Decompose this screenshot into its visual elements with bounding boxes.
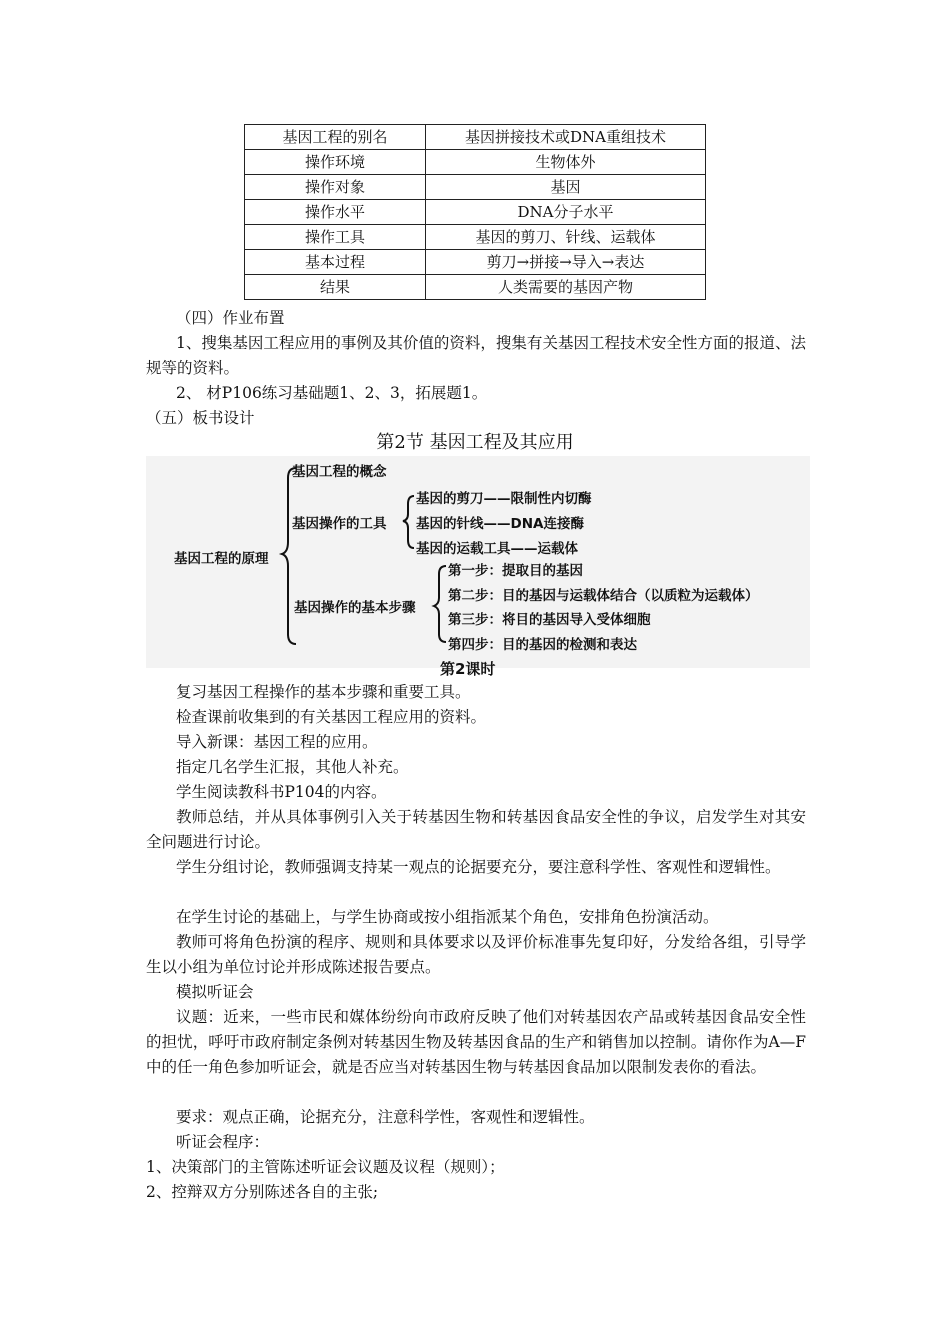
step-1-label: 第一步：提取目的基因: [448, 563, 583, 579]
lesson-line: 要求：观点正确，论据充分，注意科学性，客观性和逻辑性。: [176, 1108, 595, 1126]
step-3-label: 第三步：将目的基因导入受体细胞: [448, 612, 651, 628]
gene-engineering-summary-table: [244, 124, 706, 300]
lesson-line: 导入新课：基因工程的应用。: [176, 733, 378, 751]
lesson-line: 检查课前收集到的有关基因工程应用的资料。: [176, 708, 487, 726]
homework-item-2: 2、 材P106练习基础题1、2、3，拓展题1。: [176, 384, 488, 402]
lesson-paragraph: 学生分组讨论，教师强调支持某一观点的论据要充分，要注意科学性、客观性和逻辑性。: [176, 858, 781, 876]
homework-item-1: 1、搜集基因工程应用的事例及其价值的资料，搜集有关基因工程技术安全性方面的报道、法规等的资料。: [146, 334, 806, 377]
table-cell-key: 操作水平: [245, 200, 426, 225]
table-row: [245, 125, 706, 150]
table-cell-value: 人类需要的基因产物: [426, 275, 706, 300]
root-label: 基因工程的原理: [174, 551, 269, 567]
table-cell-value: DNA分子水平: [426, 200, 706, 225]
table-cell-key: 结果: [245, 275, 426, 300]
lesson-paragraph: 教师可将角色扮演的程序、规则和具体要求以及评价标准事先复印好，分发给各组，引导学生以小组为单位讨论并形成陈述报告要点。: [146, 933, 806, 976]
board-title: 第2节 基因工程及其应用: [376, 432, 574, 453]
board-design-diagram: [146, 456, 810, 678]
lesson-paragraph: 教师总结，并从具体事例引入关于转基因生物和转基因食品安全性的争议，启发学生对其安全问题进行讨论。: [146, 808, 806, 851]
tools-label: 基因操作的工具: [292, 516, 387, 532]
procedure-item: 1、决策部门的主管陈述听证会议题及议程（规则）；: [146, 1158, 505, 1176]
table-cell-value: 基因的剪刀、针线、运载体: [426, 225, 706, 250]
table-row: [245, 175, 706, 200]
tool-needle-label: 基因的针线——DNA连接酶: [416, 516, 584, 532]
tool-scissors-label: 基因的剪刀——限制性内切酶: [416, 491, 592, 507]
table-row: [245, 275, 706, 300]
table-cell-key: 基因工程的别名: [245, 125, 426, 150]
table-cell-value: 剪刀→拼接→导入→表达: [426, 250, 706, 275]
steps-label: 基因操作的基本步骤: [294, 600, 416, 616]
lesson-line: 听证会程序：: [176, 1133, 270, 1151]
tool-vector-label: 基因的运载工具——运载体: [416, 541, 578, 557]
concept-label: 基因工程的概念: [292, 464, 387, 480]
table-row: [245, 150, 706, 175]
table-cell-value: 基因: [426, 175, 706, 200]
step-4-label: 第四步：目的基因的检测和表达: [448, 637, 637, 653]
lesson-line: 模拟听证会: [176, 983, 254, 1001]
lesson-line: 复习基因工程操作的基本步骤和重要工具。: [176, 683, 471, 701]
table-row: [245, 250, 706, 275]
lesson-2-heading-cut: 第2课时: [440, 660, 496, 678]
table-row: [245, 200, 706, 225]
table-cell-key: 操作工具: [245, 225, 426, 250]
lesson-paragraph: 在学生讨论的基础上，与学生协商或按小组指派某个角色，安排角色扮演活动。: [176, 908, 719, 926]
table-cell-key: 操作对象: [245, 175, 426, 200]
lesson-line: 学生阅读教科书P104的内容。: [176, 783, 387, 801]
table-cell-key: 操作环境: [245, 150, 426, 175]
table-cell-value: 生物体外: [426, 150, 706, 175]
step-2-label: 第二步：目的基因与运载体结合（以质粒为运载体）: [448, 588, 759, 604]
lesson-paragraph: 议题：近来，一些市民和媒体纷纷向市政府反映了他们对转基因农产品或转基因食品安全性的担忧，呼吁市政府制定条例对转基因生物及转基因食品的生产和销售加以控制。请你作为A—F中的任一角色参加听证会，就是否应当对转基因生物与转基因食品加以限制发表你的看法。: [146, 1008, 806, 1076]
board-design-heading: （五）板书设计: [146, 409, 255, 427]
table-row: [245, 225, 706, 250]
lesson-line: 指定几名学生汇报，其他人补充。: [176, 758, 409, 776]
homework-heading: （四）作业布置: [176, 309, 285, 327]
table-cell-value: 基因拼接技术或DNA重组技术: [426, 125, 706, 150]
table-cell-key: 基本过程: [245, 250, 426, 275]
procedure-item: 2、控辩双方分别陈述各自的主张;: [146, 1183, 379, 1201]
